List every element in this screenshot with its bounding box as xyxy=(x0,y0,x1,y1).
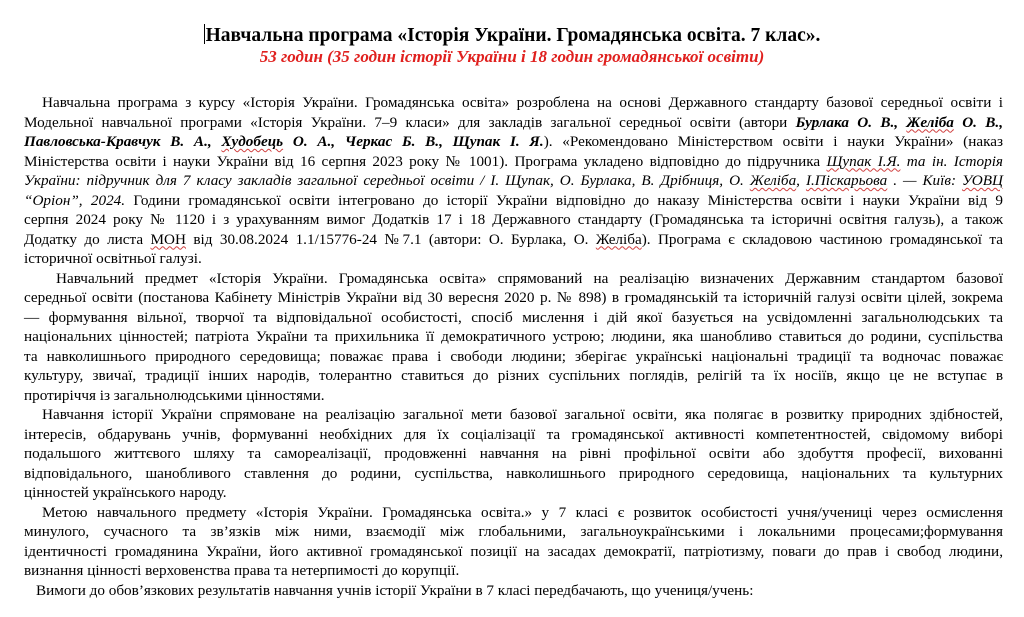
text-run: України: підручник для 7 класу закладів загальної середньої освіти / І. Щупак, О. Бурлака, В. Дрібниця, О. xyxy=(24,172,750,189)
text-run: “Оріон”, 2024. xyxy=(24,191,126,209)
text-line: середньої освіти (постанова Кабінету Міністрів України від 30 вересня 2020 р. № 898) в громадянській та історичній галузі освіти цілей, зокрема xyxy=(24,289,1003,306)
text-line: ідентичності громадянина України, його активної громадянської позиції на засадах демократії, патріотизму, поваги до прав і свобод людини, xyxy=(24,542,1003,560)
paragraph-1[interactable] xyxy=(24,93,1003,269)
paragraph-3[interactable] xyxy=(24,405,1003,503)
author-name: Павловська-Кравчук В. А., xyxy=(24,133,222,150)
text-line xyxy=(24,93,1003,113)
text-line: національних цінностей; патріота України та прихильника її демократичного устрою; людини, яка шанобливо ставиться до родини, суспільства xyxy=(24,328,1003,345)
document-body[interactable] xyxy=(24,93,1003,600)
text-run: . — Київ: xyxy=(887,172,962,189)
spellcheck-word[interactable]: Желіба xyxy=(595,230,642,248)
spellcheck-word[interactable]: Щупак І.Я. xyxy=(826,152,901,170)
text-run: Години громадянської освіти інтегровано до історії України відповідно до наказу Міністерства освіти і науки України від 9 xyxy=(125,191,1003,209)
text-run: історичної освітньої галузі. xyxy=(24,250,202,267)
text-run: серпня 2024 року № 1120 і з урахуванням вимог Додатків 17 і 18 Державного стандарту (Громадянська та історичні освітня галузь), а також xyxy=(24,211,1003,228)
document-subtitle[interactable]: 53 годин (35 годин історії України і 18 годин громадянської освіти) xyxy=(259,47,765,66)
text-line xyxy=(24,171,1003,191)
spellcheck-word[interactable]: Желіба xyxy=(906,113,954,131)
author-name: О. В., xyxy=(953,113,1003,131)
text-run: Додатку до листа xyxy=(24,230,151,248)
paragraph-2[interactable] xyxy=(24,269,1003,406)
author-name: Бурлака О. В., xyxy=(795,113,907,131)
spellcheck-word[interactable]: Желіба xyxy=(749,172,797,189)
text-line: протиріччя із загальнолюдськими цінностями. xyxy=(24,386,325,404)
text-line: — формування вільної, творчої та відповідальної особистості, спосіб мислення і дій якої базується на усвідомленні загальнолюдських та xyxy=(24,308,1003,326)
author-name: О. А., Черкас Б. В., Щупак І. Я. xyxy=(283,133,544,150)
text-cursor xyxy=(204,24,205,44)
text-run: Міністерства освіти і науки України від 16 серпня 2023 року № 1001). Програма укладено відповідно до підручника xyxy=(24,152,827,170)
text-line: Метою навчального предмету «Історія України. Громадянська освіта.» у 7 класі є розвиток особистості учня/учениці через осмислення xyxy=(42,503,1003,521)
text-line xyxy=(24,152,1003,172)
text-line: цінностей українського народу. xyxy=(24,484,227,501)
title-text: Навчальна програма «Історія України. Громадянська освіта. 7 клас». xyxy=(205,25,821,46)
text-line: минулого, сучасного та зв’язків між ними, взаємодії між глобальними, загальноукраїнськими і локальними процесами;формування xyxy=(24,523,1003,540)
text-line: Вимоги до обов’язкових результатів навчання учнів історії України в 7 класі передбачають, що учениця/учень: xyxy=(36,581,754,599)
text-line xyxy=(24,210,1003,230)
text-line xyxy=(24,132,1003,152)
text-line xyxy=(24,113,1003,133)
paragraph-4[interactable] xyxy=(24,503,1003,581)
spellcheck-word[interactable]: МОН xyxy=(150,230,186,248)
text-line xyxy=(24,249,1003,269)
text-run: , xyxy=(796,172,806,189)
text-run: Навчальна програма з курсу «Історія України. Громадянська освіта» розроблена на основі Державного стандарту базової середньої освіти і xyxy=(42,94,1003,111)
text-line: визнання цінності верховенства права та нетерпимості до корупції. xyxy=(24,562,460,579)
text-line: культуру, звичаї, традиції інших народів, толерантно ставиться до різних суспільних поглядів, релігій та їх носіїв, якщо це не вступає в xyxy=(24,367,1003,384)
text-run: від 30.08.2024 1.1/15776-24 №7.1 (автори: О. Бурлака, О. xyxy=(185,230,596,248)
text-run: Модельної навчальної програми «Історія України. 7–9 класи» для закладів загальної середньої освіти (автори xyxy=(24,113,796,131)
text-line: Навчальний предмет «Історія України. Громадянська освіта» спрямований на реалізацію визначених Державним стандартом базової xyxy=(56,269,1003,287)
text-line xyxy=(24,230,1003,250)
spellcheck-word[interactable]: Худобець xyxy=(221,133,284,150)
text-run: ). Програма є складовою частиною громадянської та xyxy=(641,230,1003,248)
text-line: Навчання історії України спрямоване на реалізацію загальної мети базової загальної освіти, яка полягає в розвитку природних здібностей, xyxy=(42,406,1003,423)
text-line: та навколишнього природного середовища; поважає права і свободи людини; зберігає українські національні традиції та водночас поважає xyxy=(24,347,1003,365)
text-line: подальшого життєвого шляху та самореалізації, продовженні навчання на рівні профільної освіти або здобуття професії, вихованні xyxy=(24,445,1003,462)
spellcheck-word[interactable]: І.Піскарьова xyxy=(805,172,888,189)
spellcheck-word[interactable]: УОВЦ xyxy=(961,172,1004,189)
text-run: ). «Рекомендовано Міністерством освіти і науки України» (наказ xyxy=(543,133,1003,150)
text-line: інтересів, обдарувань учнів, формуванні необхідних для їх соціалізації та громадянської активності компетентностей, свідомому виборі xyxy=(24,425,1003,443)
paragraph-5[interactable] xyxy=(24,581,1003,601)
text-line: відповідального, шанобливого ставлення до родини, суспільства, навколишнього природного середовища, національних та культурних xyxy=(24,464,1003,482)
text-run: та ін. Історія xyxy=(900,152,1003,170)
document-title[interactable] xyxy=(0,24,1024,47)
text-line xyxy=(24,191,1003,211)
